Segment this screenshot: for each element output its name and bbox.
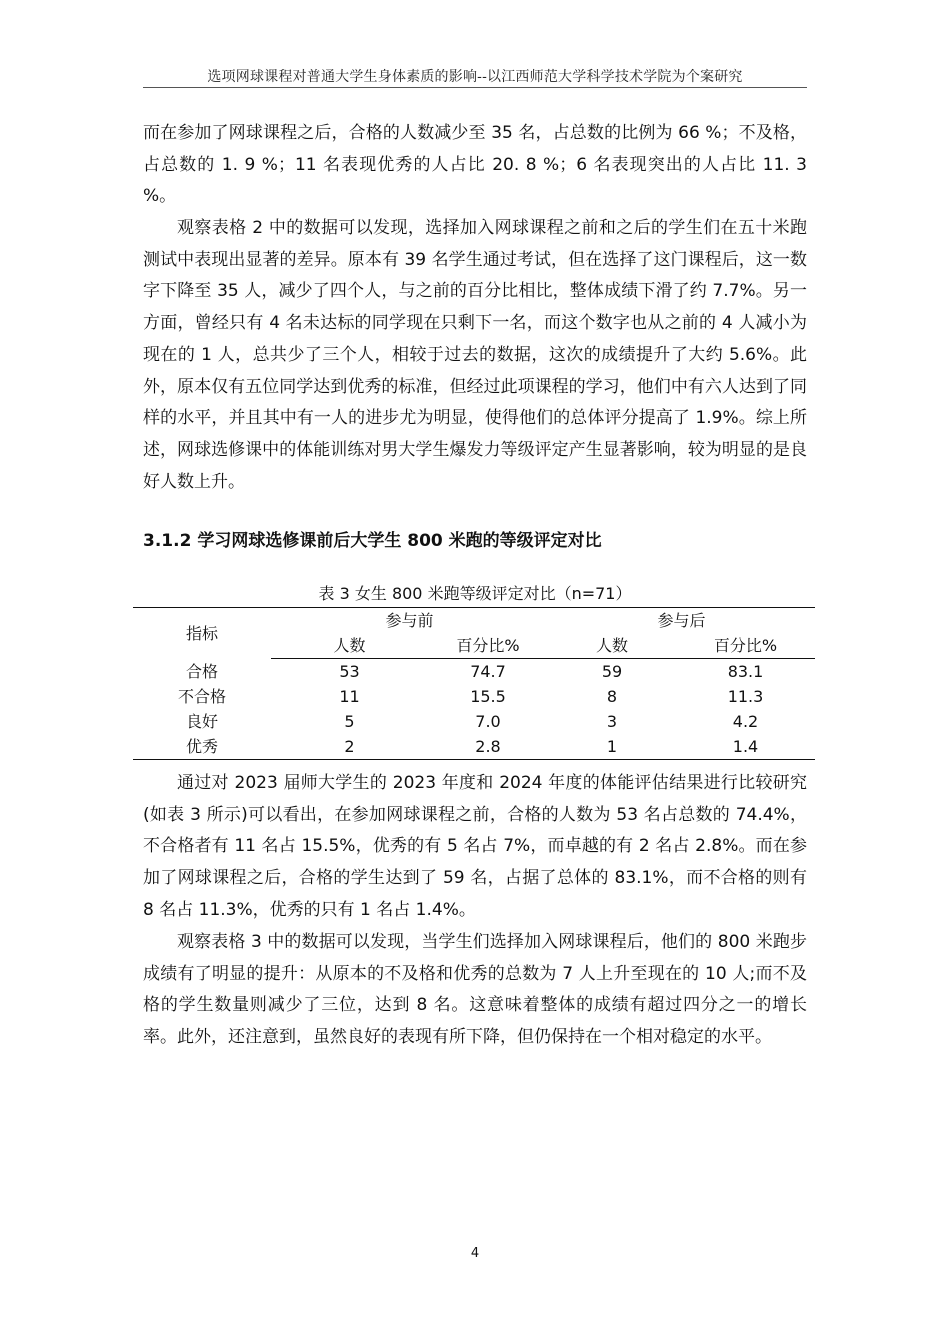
cell-before-percent: 2.8 <box>428 734 548 760</box>
cell-after-count: 1 <box>548 734 676 760</box>
cell-before-percent: 7.0 <box>475 712 501 731</box>
table-subheader-after-percent: 百分比% <box>676 633 815 659</box>
comparison-table <box>133 607 815 760</box>
paragraph-2: 观察表格 2 中的数据可以发现，选择加入网球课程之前和之后的学生们在五十米跑测试中表现出显著的差异。原本有 39 名学生通过考试，但在选择了这门课程后，这一数字下降至 35 人，减少了四个人，与之前的百分比相比，整体成绩下滑了约 7.7%。另一方面，曾经只有 4 名未达标的同学现在只剩下一名，而这个数字也从之前的 4 人减小为现在的 1 人，总共少了三个人，相较于过去的数据，这次的成绩提升了大约 5.6%。此外，原本仅有五位同学达到优秀的标准，但经过此项课程的学习，他们中有六人达到了同样的水平，并且其中有一人的进步尤为明显，使得他们的总体评分提高了 1.9%。综上所述，网球选修课中的体能训练对男大学生爆发力等级评定产生显著影响，较为明显的是良好人数上升。 <box>143 218 807 492</box>
cell-before-count: 11 <box>339 687 360 706</box>
table-subheader-after-count: 人数 <box>548 633 676 659</box>
table-caption: 表 3 女生 800 米跑等级评定对比（n=71） <box>318 584 632 603</box>
paragraph-4: 观察表格 3 中的数据可以发现，当学生们选择加入网球课程后，他们的 800 米跑步成绩有了明显的提升：从原本的不及格和优秀的总数为 7 人上升至现在的 10 人;而不及格的学生数量则减少了三位，达到 8 名。这意味着整体的成绩有超过四分之一的增长率。此外，还注意到，虽然良好的表现有所下降，但仍保持在一个相对稳定的水平。 <box>143 932 807 1048</box>
cell-after-percent: 11.3 <box>727 687 764 706</box>
paragraph-1: 而在参加了网球课程之后，合格的人数减少至 35 名，占总数的比例为 66 %；不及格，占总数的 1. 9 %；11 名表现优秀的人占比 20. 8 %；6 名表现突出的人占比 11. 3 %。 <box>143 123 807 207</box>
table-group-before: 参与前 <box>271 608 548 634</box>
cell-after-count: 3 <box>606 712 618 731</box>
cell-after-percent: 83.1 <box>727 662 764 681</box>
cell-after-count: 8 <box>606 687 618 706</box>
cell-before-count: 2 <box>271 734 428 760</box>
cell-before-percent: 74.7 <box>470 662 506 681</box>
section-heading: 3.1.2 学习网球选修课前后大学生 800 米跑的等级评定对比 <box>143 531 602 551</box>
page-number: 4 <box>470 1246 480 1261</box>
table-row <box>133 684 815 709</box>
row-label: 优秀 <box>133 734 271 760</box>
table-corner-header: 指标 <box>133 608 271 659</box>
row-label: 不合格 <box>177 687 226 706</box>
row-label: 合格 <box>185 661 218 681</box>
table-group-after: 参与后 <box>548 608 815 634</box>
row-label: 良好 <box>185 712 218 731</box>
cell-before-count: 5 <box>344 712 355 731</box>
table-row <box>133 734 815 760</box>
cell-after-percent: 4.2 <box>732 712 759 731</box>
header-rule <box>143 87 807 88</box>
table-subheader-before-percent: 百分比% <box>428 633 548 659</box>
table-header-row-1 <box>133 608 815 634</box>
cell-after-percent: 1.4 <box>676 734 815 760</box>
cell-before-percent: 15.5 <box>470 687 506 706</box>
table-row <box>133 659 815 685</box>
table-subheader-before-count: 人数 <box>271 633 428 659</box>
table-row <box>133 709 815 734</box>
paragraph-3: 通过对 2023 届师大学生的 2023 年度和 2024 年度的体能评估结果进行比较研究(如表 3 所示)可以看出，在参加网球课程之前，合格的人数为 53 名占总数的 74.4%，不合格者有 11 名占 15.5%，优秀的有 5 名占 7%，而卓越的有 2 名占 2.8%。而在参加了网球课程之后，合格的学生达到了 59 名，占据了总体的 83.1%，而不合格的则有 8 名占 11.3%，优秀的只有 1 名占 1.4%。 <box>143 773 807 920</box>
cell-before-count: 53 <box>339 662 360 681</box>
cell-after-count: 59 <box>601 662 623 681</box>
running-header: 选项网球课程对普通大学生身体素质的影响--以江西师范大学科学技术学院为个案研究 <box>207 69 743 85</box>
